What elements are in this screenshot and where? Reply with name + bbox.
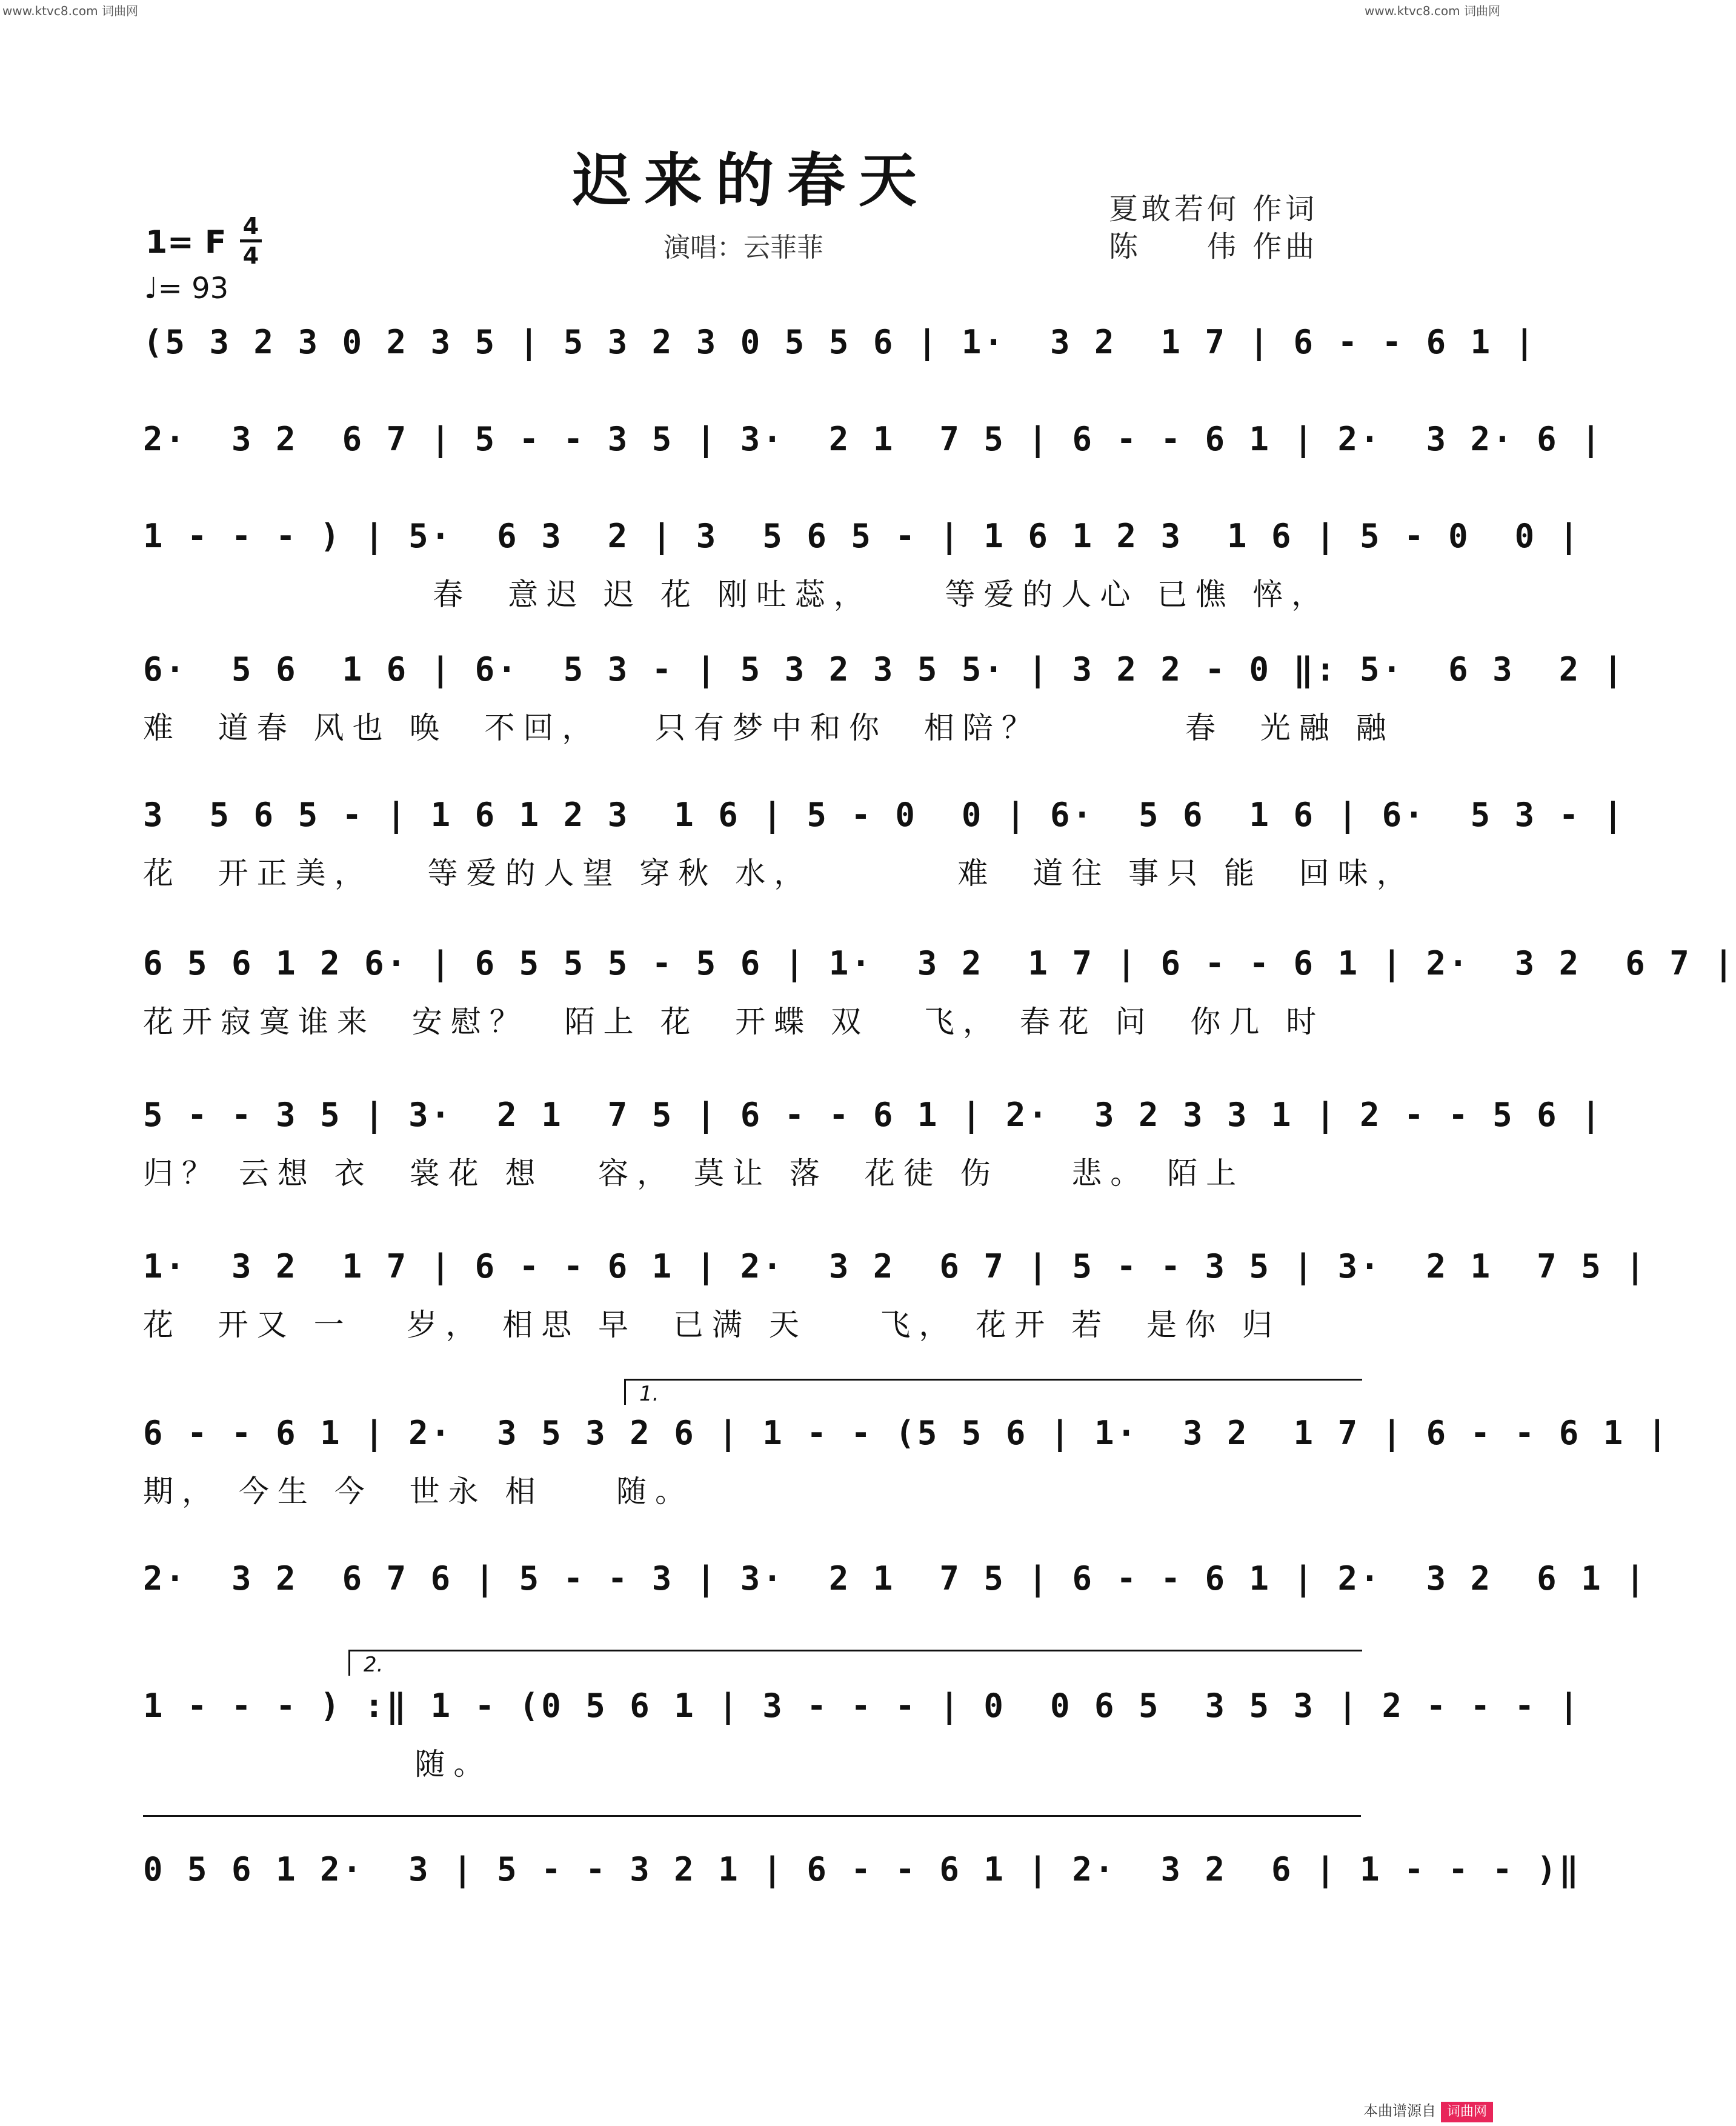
notes-row: 6· 5 6 1 6 | 6· 5 3 - | 5 3 2 3 5 5· | 3 2 2 - 0 ‖: 5· 6 3 2 | [143, 650, 1626, 688]
notes-row: 1 - - - ) | 5· 6 3 2 | 3 5 6 5 - | 1 6 1 2 3 1 6 | 5 - 0 0 | [143, 517, 1581, 555]
notes-row: 3 5 6 5 - | 1 6 1 2 3 1 6 | 5 - 0 0 | 6· 5 6 1 6 | 6· 5 3 - | [143, 796, 1626, 834]
second-ending-bracket [348, 1650, 1362, 1676]
notes-row: 2· 3 2 6 7 6 | 5 - - 3 | 3· 2 1 7 5 | 6 - - 6 1 | 2· 3 2 6 1 | [143, 1559, 1648, 1598]
first-ending-label: 1. [639, 1382, 659, 1406]
second-ending-label: 2. [364, 1653, 384, 1677]
score-line-4 [143, 648, 1626, 749]
lyrics-row: 归？ 云想 衣 裳花 想 容， 莫让 落 花徒 伤 悲。 陌上 [143, 1156, 1245, 1191]
lyrics-row: 春 意迟 迟 花 刚吐蕊， 等爱的人心 已憔 悴， [143, 577, 1331, 612]
notes-row: 6 - - 6 1 | 2· 3 5 3 2 6 | 1 - - (5 5 6 | 1· 3 2 1 7 | 6 - - 6 1 | [143, 1414, 1670, 1452]
site-header-right: www.ktvc8.com 词曲网 [1364, 4, 1500, 18]
tempo-value: = 93 [158, 272, 229, 305]
lyrics-row: 期， 今生 今 世永 相 随。 [143, 1474, 694, 1509]
score-line-11 [143, 1685, 1581, 1785]
key-signature: 1= F [145, 224, 227, 261]
lyrics-row: 花 开正美， 等爱的人望 穿秋 水， 难 道往 事只 能 回味， [143, 856, 1415, 891]
lyrics-row: 随。 [143, 1747, 493, 1782]
time-signature-bottom: 4 [242, 242, 259, 269]
notes-row: 1· 3 2 1 7 | 6 - - 6 1 | 2· 3 2 6 7 | 5 - - 3 5 | 3· 2 1 7 5 | [143, 1247, 1648, 1285]
score-line-3 [143, 515, 1581, 616]
site-header-left: www.ktvc8.com 词曲网 [2, 4, 139, 18]
first-ending-bracket [624, 1379, 1362, 1405]
composer-credit: 陈 伟 作曲 [1109, 230, 1319, 264]
score-line-9 [143, 1412, 1670, 1513]
footer-source: 本曲谱源自 [1363, 2102, 1436, 2119]
quarter-note-icon: ♩ [144, 272, 158, 305]
score-line-5 [143, 794, 1626, 895]
score-line-1 [143, 321, 1537, 364]
coda-bracket [143, 1815, 1361, 1841]
score-line-7 [143, 1094, 1603, 1195]
lyrics-row: 花 开又 一 岁， 相思 早 已满 天 飞， 花开 若 是你 归 [143, 1307, 1281, 1342]
lyricist-credit: 夏敢若何 作词 [1109, 192, 1319, 226]
notes-row: 2· 3 2 6 7 | 5 - - 3 5 | 3· 2 1 7 5 | 6 - - 6 1 | 2· 3 2· 6 | [143, 420, 1603, 458]
notes-row: 0 5 6 1 2· 3 | 5 - - 3 2 1 | 6 - - 6 1 | 2· 3 2 6 | 1 - - - )‖ [143, 1850, 1581, 1888]
lyrics-row: 难 道春 风也 唤 不回， 只有梦中和你 相陪？ 春 光融 融 [143, 710, 1395, 745]
song-title: 迟来的春天 [573, 146, 930, 215]
time-signature [240, 213, 262, 268]
notes-row: 6 5 6 1 2 6· | 6 5 5 5 - 5 6 | 1· 3 2 1 7 | 6 - - 6 1 | 2· 3 2 6 7 | [143, 944, 1736, 982]
lyrics-row: 花开寂寞谁来 安慰？ 陌上 花 开蝶 双 飞， 春花 问 你几 时 [143, 1004, 1325, 1039]
score-line-2 [143, 418, 1603, 461]
time-signature-top: 4 [242, 213, 259, 239]
tempo-mark [144, 272, 228, 305]
score-line-10 [143, 1558, 1648, 1600]
footer-logo[interactable]: 词曲网 [1441, 2102, 1493, 2122]
score-line-8 [143, 1245, 1648, 1346]
notes-row: (5 3 2 3 0 2 3 5 | 5 3 2 3 0 5 5 6 | 1· 3 2 1 7 | 6 - - 6 1 | [143, 323, 1537, 361]
score-line-12 [143, 1848, 1581, 1891]
notes-row: 5 - - 3 5 | 3· 2 1 7 5 | 6 - - 6 1 | 2· 3 2 3 3 1 | 2 - - 5 6 | [143, 1096, 1603, 1134]
score-line-6 [143, 942, 1736, 1043]
singer: 演唱：云菲菲 [663, 232, 823, 263]
notes-row: 1 - - - ) :‖ 1 - (0 5 6 1 | 3 - - - | 0 0 6 5 3 5 3 | 2 - - - | [143, 1687, 1581, 1725]
